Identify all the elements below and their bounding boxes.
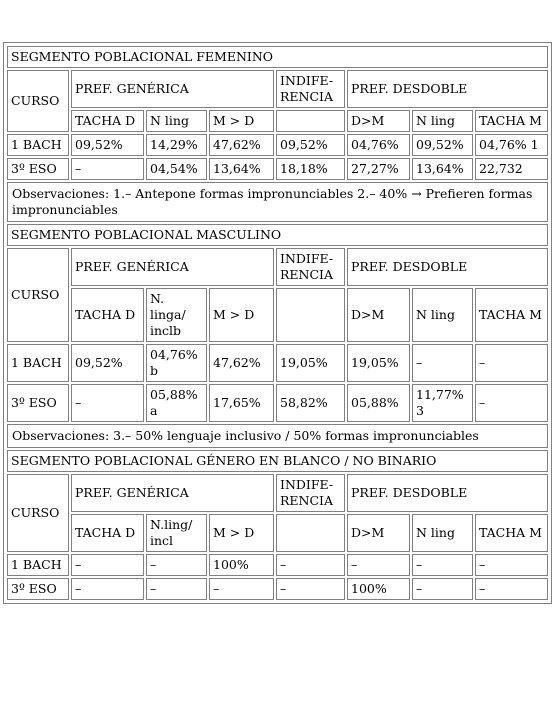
observaciones-femenino: Observaciones: 1.– Antepone formas impronunciables 2.– 40% → Prefieren formas impronunciables <box>7 182 548 222</box>
m-gt-d-header: M > D <box>209 514 274 552</box>
curso-cell: 3º ESO <box>7 384 69 422</box>
value-cell: – <box>475 578 548 600</box>
indiferencia-header: INDIFE-RENCIA <box>276 248 345 286</box>
indiferencia-subheader <box>276 110 345 132</box>
value-cell: 09,52% <box>276 134 345 156</box>
observaciones-row <box>7 424 548 448</box>
observaciones-row <box>7 182 548 222</box>
pref-desdoble-header: PREF. DESDOBLE <box>347 70 548 108</box>
value-cell: – <box>347 554 410 576</box>
value-cell: – <box>146 554 207 576</box>
curso-cell: 1 BACH <box>7 344 69 382</box>
subheader-row <box>7 288 548 342</box>
value-cell: – <box>276 554 345 576</box>
m-gt-d-header: M > D <box>209 110 274 132</box>
value-cell: 100% <box>347 578 410 600</box>
n-ling-header: N ling <box>412 288 473 342</box>
indiferencia-subheader <box>276 514 345 552</box>
value-cell: – <box>475 384 548 422</box>
tacha-m-header: TACHA M <box>475 514 548 552</box>
group-header-row <box>7 70 548 108</box>
curso-cell: 3º ESO <box>7 158 69 180</box>
value-cell: – <box>71 158 144 180</box>
value-cell: 18,18% <box>276 158 345 180</box>
n-ling-header: N ling <box>146 110 207 132</box>
survey-table <box>5 44 550 602</box>
value-cell: 04,76% b <box>146 344 207 382</box>
m-gt-d-header: M > D <box>209 288 274 342</box>
value-cell: – <box>71 384 144 422</box>
value-cell: 47,62% <box>209 134 274 156</box>
value-cell: 19,05% <box>347 344 410 382</box>
curso-cell: 3º ESO <box>7 578 69 600</box>
value-cell: – <box>412 344 473 382</box>
value-cell: 47,62% <box>209 344 274 382</box>
value-cell: 100% <box>209 554 274 576</box>
subheader-row <box>7 514 548 552</box>
value-cell: 14,29% <box>146 134 207 156</box>
indiferencia-header: INDIFE-RENCIA <box>276 70 345 108</box>
subheader-row <box>7 110 548 132</box>
tacha-m-header: TACHA M <box>475 288 548 342</box>
group-header-row <box>7 248 548 286</box>
tacha-d-header: TACHA D <box>71 288 144 342</box>
value-cell: 04,76% 1 <box>475 134 548 156</box>
indiferencia-subheader <box>276 288 345 342</box>
table-row <box>7 344 548 382</box>
value-cell: 04,76% <box>347 134 410 156</box>
section-header-row <box>7 224 548 246</box>
table-row <box>7 384 548 422</box>
table-row <box>7 578 548 600</box>
value-cell: – <box>475 554 548 576</box>
d-gt-m-header: D>M <box>347 514 410 552</box>
data-table-frame <box>3 42 552 604</box>
section-header-row <box>7 450 548 472</box>
value-cell: 17,65% <box>209 384 274 422</box>
section-title-masculino: SEGMENTO POBLACIONAL MASCULINO <box>7 224 548 246</box>
d-gt-m-header: D>M <box>347 288 410 342</box>
value-cell: 22,732 <box>475 158 548 180</box>
value-cell: 05,88% <box>347 384 410 422</box>
value-cell: 05,88% a <box>146 384 207 422</box>
value-cell: 11,77% 3 <box>412 384 473 422</box>
pref-generica-header: PREF. GENÉRICA <box>71 474 274 512</box>
n-linga-inclb-header: N. linga/ inclb <box>146 288 207 342</box>
table-row <box>7 158 548 180</box>
curso-cell: 1 BACH <box>7 134 69 156</box>
curso-header: CURSO <box>7 70 69 132</box>
value-cell: – <box>276 578 345 600</box>
tacha-d-header: TACHA D <box>71 514 144 552</box>
curso-header: CURSO <box>7 474 69 552</box>
indiferencia-header: INDIFE-RENCIA <box>276 474 345 512</box>
table-row <box>7 134 548 156</box>
value-cell: – <box>209 578 274 600</box>
tacha-m-header: TACHA M <box>475 110 548 132</box>
pref-generica-header: PREF. GENÉRICA <box>71 248 274 286</box>
curso-header: CURSO <box>7 248 69 342</box>
observaciones-masculino: Observaciones: 3.– 50% lenguaje inclusivo / 50% formas impronunciables <box>7 424 548 448</box>
curso-cell: 1 BACH <box>7 554 69 576</box>
value-cell: 13,64% <box>412 158 473 180</box>
value-cell: 09,52% <box>71 134 144 156</box>
value-cell: 09,52% <box>71 344 144 382</box>
value-cell: – <box>412 554 473 576</box>
d-gt-m-header: D>M <box>347 110 410 132</box>
n-ling-header: N ling <box>412 514 473 552</box>
n-ling-header: N ling <box>412 110 473 132</box>
value-cell: – <box>146 578 207 600</box>
group-header-row <box>7 474 548 512</box>
table-row <box>7 554 548 576</box>
value-cell: 09,52% <box>412 134 473 156</box>
n-ling-incl-header: N.ling/ incl <box>146 514 207 552</box>
value-cell: 19,05% <box>276 344 345 382</box>
value-cell: 13,64% <box>209 158 274 180</box>
value-cell: 58,82% <box>276 384 345 422</box>
value-cell: – <box>475 344 548 382</box>
pref-desdoble-header: PREF. DESDOBLE <box>347 474 548 512</box>
tacha-d-header: TACHA D <box>71 110 144 132</box>
section-title-femenino: SEGMENTO POBLACIONAL FEMENINO <box>7 46 548 68</box>
section-header-row <box>7 46 548 68</box>
section-title-no-binario: SEGMENTO POBLACIONAL GÉNERO EN BLANCO / NO BINARIO <box>7 450 548 472</box>
value-cell: 04,54% <box>146 158 207 180</box>
value-cell: – <box>71 578 144 600</box>
pref-desdoble-header: PREF. DESDOBLE <box>347 248 548 286</box>
pref-generica-header: PREF. GENÉRICA <box>71 70 274 108</box>
value-cell: – <box>412 578 473 600</box>
value-cell: – <box>71 554 144 576</box>
value-cell: 27,27% <box>347 158 410 180</box>
